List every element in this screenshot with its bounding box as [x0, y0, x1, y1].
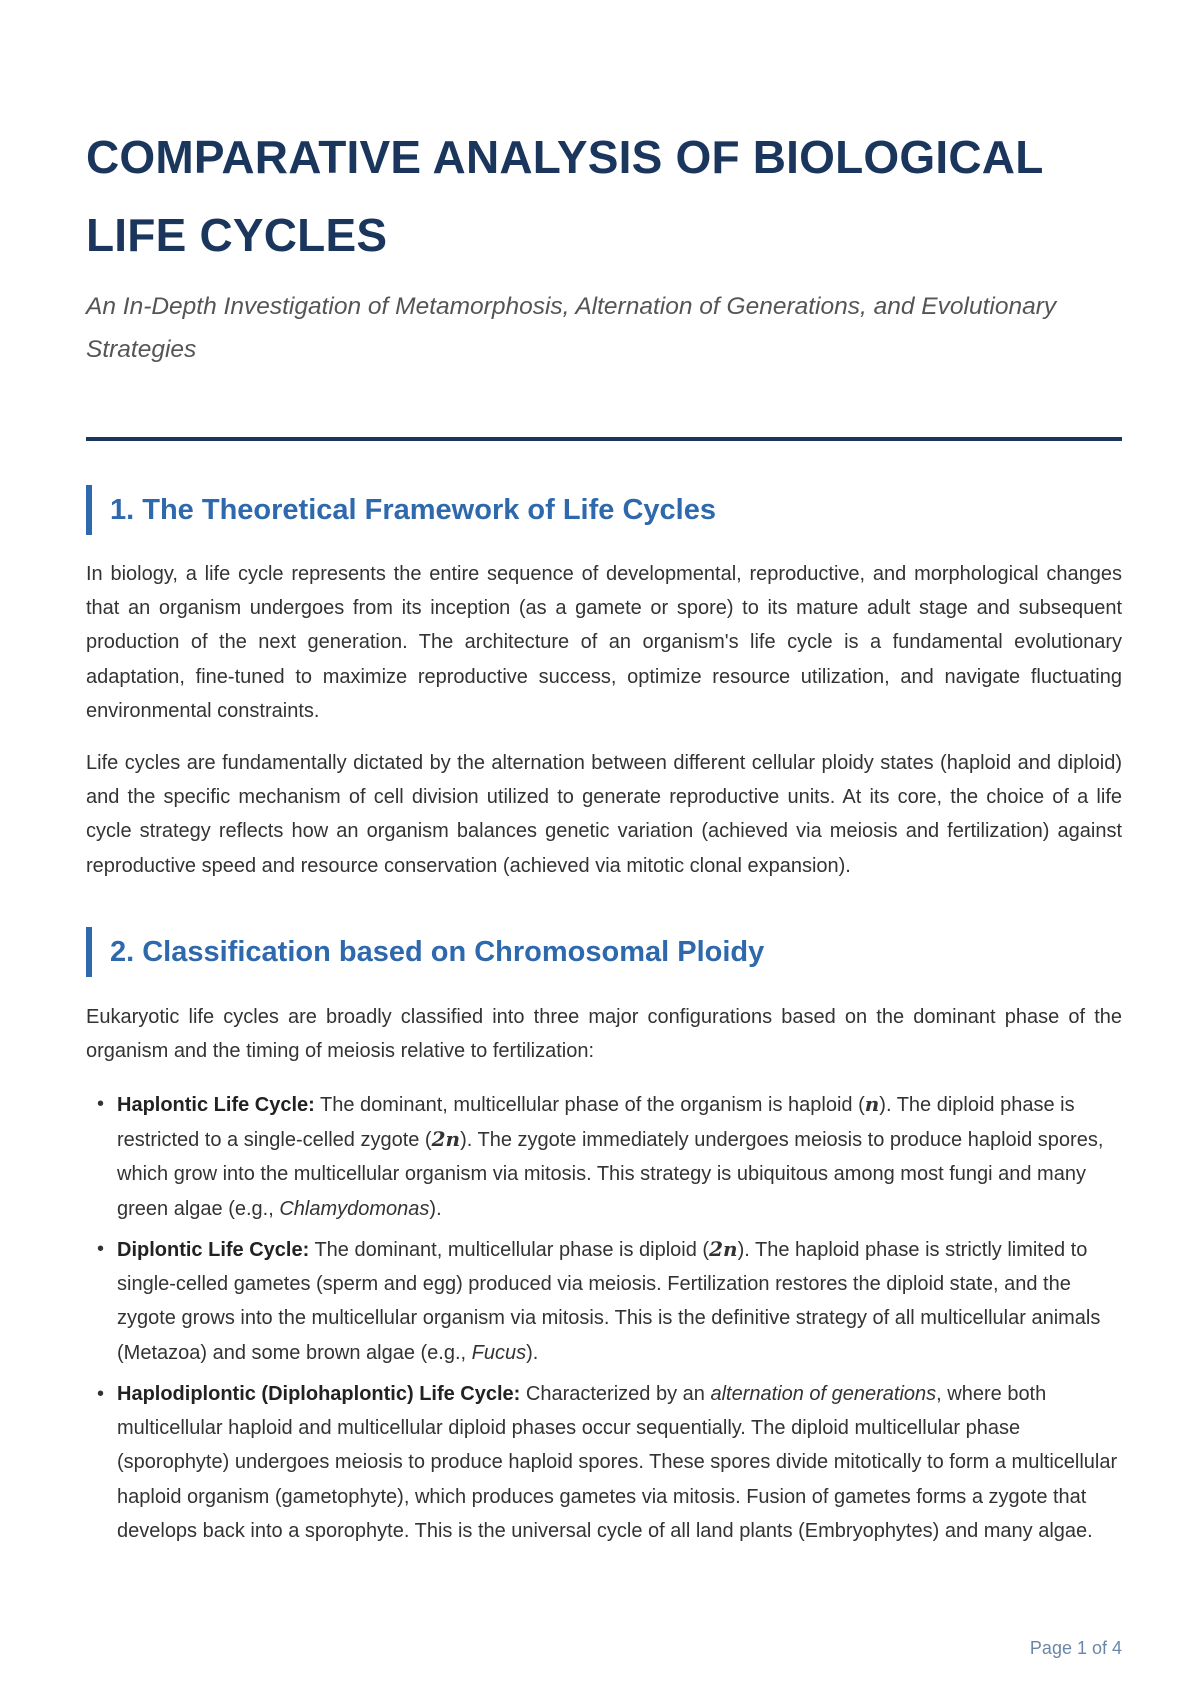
list-item-diplontic	[86, 1232, 1122, 1370]
bullet-text: ). The haploid phase is strictly limited to single-celled gametes (sperm and egg) produced via meiosis. Fertilization restores the diploid state, and the zygote grows into the multicellular organism via mitosis. This is the definitive strategy of all multicellular animals (Metazoa) and some brown algae (e.g.,	[117, 1239, 1101, 1364]
bullet-text: ).	[526, 1341, 539, 1364]
list-item-haplontic	[86, 1087, 1122, 1226]
bullet-text: The dominant, multicellular phase is diploid (	[309, 1239, 710, 1261]
bullet-icon: •	[97, 1093, 105, 1115]
document-page	[86, 0, 1122, 1696]
bullet-icon: •	[97, 1383, 105, 1405]
bullet-text: The dominant, multicellular phase of the organism is haploid (	[314, 1094, 865, 1116]
species-name: Chlamydomonas	[279, 1197, 430, 1220]
bullet-label: Haplodiplontic (Diplohaplontic) Life Cycle:	[117, 1383, 521, 1405]
page-number: Page 1 of 4	[1029, 1638, 1122, 1658]
section-2-title: 2. Classification based on Chromosomal Ploidy	[110, 936, 765, 968]
emphasis-term: alternation of generations	[710, 1383, 937, 1405]
bullet-label: Diplontic Life Cycle:	[117, 1239, 310, 1261]
section-2-intro: Eukaryotic life cycles are broadly classified into three major configurations based on the dominant phase of the organism and the timing of meiosis relative to fertilization:	[86, 1006, 1122, 1063]
bullet-text: Characterized by an	[520, 1383, 711, 1405]
math-symbol: n	[864, 1092, 880, 1116]
document-title: COMPARATIVE ANALYSIS OF BIOLOGICAL LIFE CYCLES	[86, 131, 1043, 261]
document-subtitle: An In-Depth Investigation of Metamorphosis, Alternation of Generations, and Evolutionary Strategies	[86, 293, 1057, 363]
section-1-heading	[86, 485, 1122, 535]
diplontic-bullet-list	[86, 1232, 1122, 1370]
section-1-paragraph-1: In biology, a life cycle represents the entire sequence of developmental, reproductive, and morphological changes that an organism undergoes from its inception (as a gamete or spore) to its mature adult stage and subsequent production of the next generation. The architecture of an organism's life cycle is a fundamental evolutionary adaptation, fine-tuned to maximize reproductive success, optimize resource utilization, and navigate fluctuating environmental constraints.	[86, 563, 1122, 722]
bullet-text: ).	[429, 1197, 442, 1220]
section-1-paragraph-2: Life cycles are fundamentally dictated by the alternation between different cellular ploidy states (haploid and diploid) and the specific mechanism of cell division utilized to generate reproductive units. At its core, the choice of a life cycle strategy reflects how an organism balances genetic variation (achieved via meiosis and fertilization) against reproductive speed and resource conservation (achieved via mitotic clonal expansion).	[86, 752, 1122, 877]
bullet-text: ). The diploid phase is restricted to a single-celled zygote (	[117, 1094, 1075, 1152]
math-symbol: 2n	[431, 1127, 461, 1152]
bullet-icon: •	[97, 1238, 105, 1260]
section-1-title: 1. The Theoretical Framework of Life Cycles	[110, 494, 716, 526]
haplontic-bullet-list	[86, 1087, 1122, 1226]
bullet-label: Haplontic Life Cycle:	[117, 1094, 315, 1116]
bullet-text: , where both multicellular haploid and multicellular diploid phases occur sequentially. The diploid multicellular phase (sporophyte) undergoes meiosis to produce haploid spores. These spores divide mitotically to form a multicellular haploid organism (gametophyte), which produces gametes via mitosis. Fusion of gametes forms a zygote that develops back into a sporophyte. This is the universal cycle of all land plants (Embryophytes) and many algae.	[117, 1383, 1118, 1542]
bullet-text: ). The zygote immediately undergoes meiosis to produce haploid spores, which grow into the multicellular organism via mitosis. This strategy is ubiquitous among most fungi and many green algae (e.g.,	[117, 1129, 1104, 1220]
haplodiplontic-bullet-list	[86, 1377, 1122, 1548]
list-item-haplodiplontic	[86, 1377, 1122, 1548]
title-divider	[86, 437, 1122, 441]
math-symbol: 2n	[709, 1237, 738, 1261]
section-2-heading	[86, 927, 1122, 977]
species-name: Fucus	[471, 1341, 527, 1364]
